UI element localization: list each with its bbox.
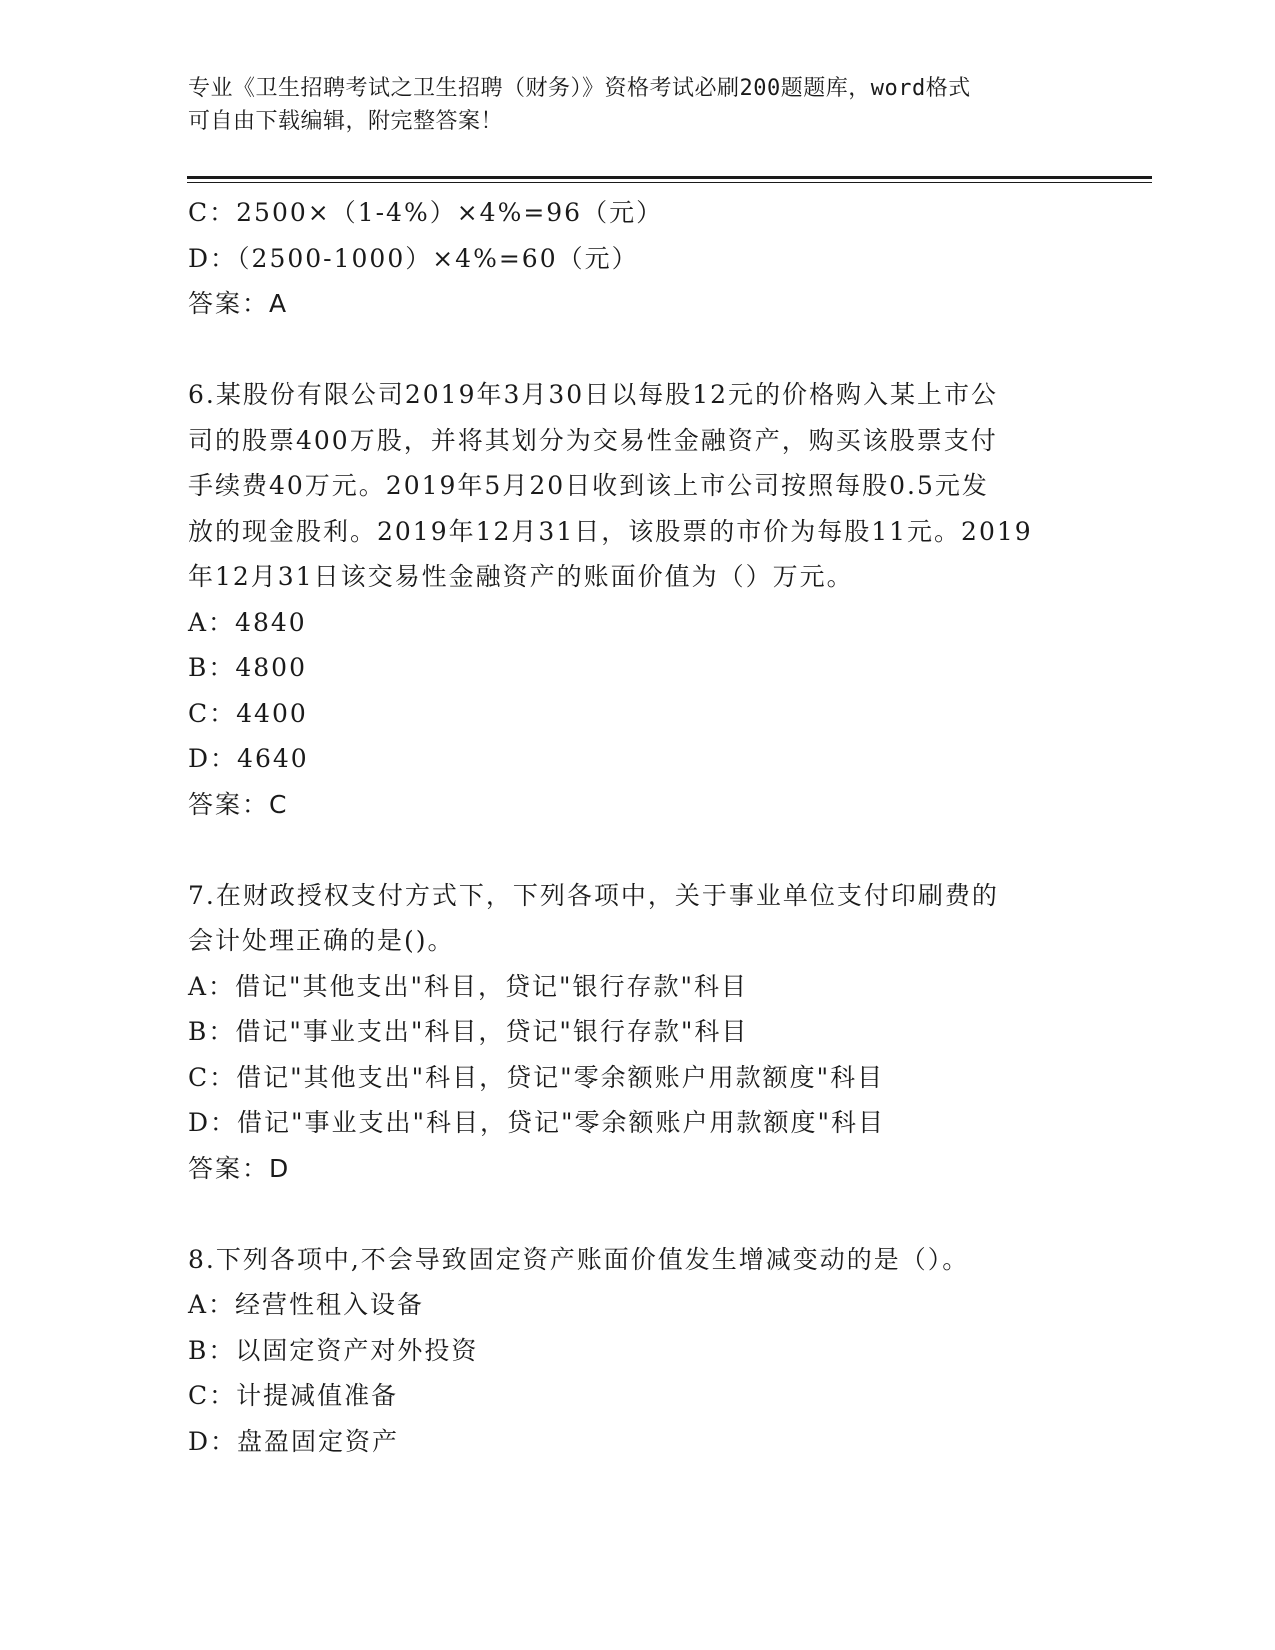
prev-option-c: C：2500×（1-4%）×4%=96（元）: [188, 198, 664, 227]
answer: 答案：C: [188, 789, 289, 819]
question-8: [188, 1237, 1088, 1465]
option-b: B：借记"事业支出"科目，贷记"银行存款"科目: [188, 1017, 749, 1046]
option-c: C：借记"其他支出"科目，贷记"零余额账户用款额度"科目: [188, 1062, 885, 1092]
option-d: D：盘盈固定资产: [188, 1426, 400, 1456]
answer: 答案：D: [188, 1153, 291, 1183]
spacer: [188, 327, 1088, 373]
question-7: [188, 873, 1088, 1192]
option-a: A：借记"其他支出"科目，贷记"银行存款"科目: [188, 971, 749, 1001]
document-header: [188, 72, 1068, 138]
option-b: B：以固定资产对外投资: [188, 1335, 479, 1365]
option-a: A：经营性租入设备: [188, 1290, 425, 1319]
question-text-line: 8.下列各项中,不会导致固定资产账面价值发生增减变动的是（）。: [188, 1244, 970, 1274]
question-6: [188, 372, 1088, 827]
spacer: [188, 827, 1088, 873]
question-text-line: 6.某股份有限公司2019年3月30日以每股12元的价格购入某上市公: [188, 380, 999, 409]
header-divider-thin: [187, 182, 1152, 183]
question-text-line: 年12月31日该交易性金融资产的账面价值为（）万元。: [188, 562, 854, 591]
spacer: [188, 1191, 1088, 1237]
option-d: D：4640: [188, 744, 309, 773]
option-a: A：4840: [188, 607, 307, 637]
question-text-line: 7.在财政授权支付方式下，下列各项中，关于事业单位支付印刷费的: [188, 880, 999, 910]
header-line-1: 专业《卫生招聘考试之卫生招聘（财务）》资格考试必刷200题题库，word格式: [188, 76, 971, 101]
option-c: C：4400: [188, 698, 308, 728]
question-content: [188, 190, 1088, 1464]
question-text-line: 会计处理正确的是()。: [188, 926, 455, 955]
option-b: B：4800: [188, 653, 307, 682]
option-d: D：借记"事业支出"科目，贷记"零余额账户用款额度"科目: [188, 1108, 886, 1137]
option-c: C：计提减值准备: [188, 1381, 399, 1410]
header-line-2: 可自由下载编辑，附完整答案！: [188, 109, 504, 134]
question-text-line: 放的现金股利。2019年12月31日，该股票的市价为每股11元。2019: [188, 516, 1033, 546]
prev-answer: 答案：A: [188, 289, 289, 318]
question-text-line: 手续费40万元。2019年5月20日收到该上市公司按照每股0.5元发: [188, 471, 989, 500]
prev-option-d: D：（2500-1000）×4%=60（元）: [188, 243, 639, 273]
question-text-line: 司的股票400万股，并将其划分为交易性金融资产，购买该股票支付: [188, 425, 998, 455]
header-divider-thick: [187, 176, 1152, 179]
